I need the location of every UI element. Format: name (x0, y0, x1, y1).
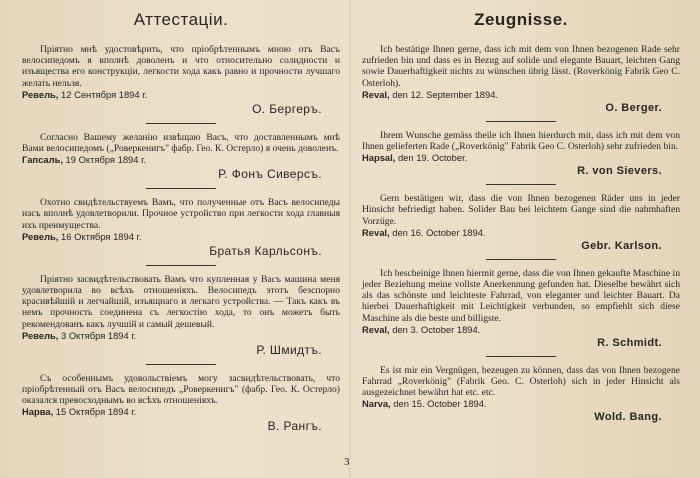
testimonial-place-date (22, 154, 340, 165)
testimonial-signature: R. Schmidt. (597, 336, 662, 349)
testimonial-text: Ich bestätige Ihnen gerne, dass ich mit dem von Ihnen bezogenen Rade sehr zufrieden bin und dass es in Bezug auf solide und elegante Bauart, leichten Gang sowie Dauerhaftigkeit nichts zu wünschen übrig lässt. (Roverkönig Fabrik Geo C. Osterloh). (362, 44, 680, 89)
testimonial-signature: О. Бергеръ. (252, 101, 322, 116)
testimonial-entry (22, 373, 340, 434)
testimonial-text: Согласно Вашему желанію извѣщаю Васъ, что доставленнымъ мнѣ Вами велосипедомъ („Роверкенигъ" фабр. Гео. К. Остерло) я очень доволенъ. (22, 131, 340, 155)
divider-rule (146, 265, 216, 266)
divider-rule (486, 259, 556, 260)
testimonial-place: Reval, (362, 323, 390, 335)
divider-rule (486, 121, 556, 122)
testimonial-date: 19 Октября 1894 г. (65, 154, 146, 166)
german-title: Zeugnisse. (474, 10, 568, 29)
testimonial-place-date (22, 89, 340, 100)
testimonial-place-date (22, 406, 340, 417)
german-column (362, 10, 680, 423)
testimonial-place-date (22, 231, 340, 242)
divider-rule (146, 123, 216, 124)
testimonial-signature: R. von Sievers. (577, 165, 662, 178)
testimonial-signature: В. Рангъ. (267, 419, 322, 434)
testimonial-place-date (362, 324, 680, 335)
testimonial-date: den 19. October. (397, 152, 468, 164)
testimonial-text: Пріятно мнѣ удостовѣрить, что пріобрѣтеннымъ мною отъ Васъ велосипедомъ я вполнѣ доволенъ и что относительно солидности и изъящества его конструкціи, легкости хода какъ равно и прочности лучшаго желать нельзя. (22, 44, 340, 89)
testimonial-place: Нарва, (22, 406, 54, 418)
testimonial-place: Гапсаль, (22, 154, 63, 166)
testimonial-text: Охотно свидѣтельствуемъ Вамъ, что полученные отъ Васъ велосипеды насъ вполнѣ удовлетворили. Прочное устройство при легкости хода главныя ихъ преимущества. (22, 197, 340, 231)
testimonial-place-date (362, 152, 680, 163)
testimonial-signature: Р. Фонъ Сиверсъ. (218, 167, 322, 182)
testimonial-signature: Р. Шмидтъ. (256, 342, 322, 357)
testimonial-date: den 15. October 1894. (393, 398, 487, 410)
testimonial-signature: Gebr. Karlson. (581, 239, 662, 252)
testimonial-entry (22, 197, 340, 266)
testimonial-place: Hapsal, (362, 152, 396, 164)
testimonial-entry (362, 44, 680, 122)
divider-rule (146, 188, 216, 189)
testimonial-date: 16 Октября 1894 г. (61, 230, 142, 242)
russian-title: Аттестаціи. (133, 10, 229, 29)
testimonial-date: 15 Октября 1894 г. (55, 406, 137, 418)
testimonial-date: den 12. September 1894. (392, 88, 499, 100)
testimonial-place-date (362, 89, 680, 100)
testimonial-entry (362, 130, 680, 185)
testimonial-text: Es ist mir ein Vergnügen, bezeugen zu können, dass das von Ihnen bezogene Fahrrad „Roverkönig" (Fabrik Geo. C. Osterloh) sich in jeder Hinsicht als ausgezeichnet bewährt hat etc. etc. (362, 364, 680, 399)
page-number: 3 (344, 456, 350, 468)
testimonial-date: 12 Сентября 1894 г. (61, 88, 148, 100)
divider-rule (486, 184, 556, 185)
testimonial-text: Ich bescheinige Ihnen hiermit gerne, dass die von Ihnen gekaufte Maschine in jeder Beziehung meine vollste Anerkennung gefunden hat. Dieselbe bewährt sich als das schönste und leichteste Fahrrad, von eleganter und leichter Bauart. Da hierbei Dauerhaftigkeit mit Leichtigkeit verbunden, so empfiehlt sich diese Maschine als die beste und billigste. (362, 267, 680, 324)
testimonial-date: den 16. October 1894. (392, 226, 486, 238)
testimonial-place: Reval, (362, 226, 390, 238)
testimonial-date: den 3. October 1894. (392, 323, 481, 335)
testimonial-place: Narva, (362, 398, 391, 410)
russian-column (22, 10, 340, 433)
testimonial-place: Ревель, (22, 329, 59, 341)
testimonial-signature: O. Berger. (605, 101, 662, 114)
testimonial-date: 3 Октября 1894 г. (61, 329, 137, 341)
testimonial-entry (362, 193, 680, 260)
testimonial-signature: Wold. Bang. (594, 411, 662, 424)
testimonial-entry (362, 365, 680, 424)
testimonial-text: Ihrem Wunsche gemäss theile ich Ihnen hierdurch mit, dass ich mit dem von Ihnen gelieferten Rade („Roverkönig" Fabrik Geo C. Osterloh) sehr zufrieden bin. (362, 129, 680, 153)
testimonial-text: Съ особеннымъ удовольствіемъ могу засвидѣтельствовать, что пріобрѣтенный отъ Васъ велосипедъ „Роверкенигъ" (фабр. Гео. К. Остерло) оказался превосходнымъ во всѣхъ отношеніяхъ. (22, 372, 340, 407)
page-gutter (349, 0, 351, 478)
testimonial-place: Ревель, (22, 230, 59, 242)
testimonial-text: Пріятно засвидѣтельствовать Вамъ что купленная у Васъ машина меня удовлетворила во всѣхъ отношеніяхъ. Велосипедъ этотъ безспорно красивѣйшій и легчайшій, изъящнаго и легкаго устройства. — Такъ какъ въ немъ прочность соединена съ легкостію хода, то онъ можетъ быть рекомендованъ какъ лучшій и самый дешевый. (22, 273, 340, 330)
testimonial-place: Reval, (362, 88, 390, 100)
testimonial-entry (362, 268, 680, 357)
testimonial-entry (22, 132, 340, 189)
testimonial-entry (22, 274, 340, 365)
testimonial-place: Ревель, (22, 88, 59, 100)
testimonial-text: Gern bestätigen wir, dass die von Ihnen bezogenen Räder uns in jeder Hinsicht befriedigt haben. Solider Bau bei leichtem Gange sind die nahmhaften Vorzüge. (362, 193, 680, 227)
divider-rule (486, 356, 556, 357)
divider-rule (146, 364, 216, 365)
testimonial-place-date (362, 227, 680, 238)
testimonial-place-date (362, 398, 680, 409)
testimonial-entry (22, 44, 340, 124)
testimonial-place-date (22, 330, 340, 341)
testimonial-signature: Братья Карльсонъ. (209, 243, 322, 258)
